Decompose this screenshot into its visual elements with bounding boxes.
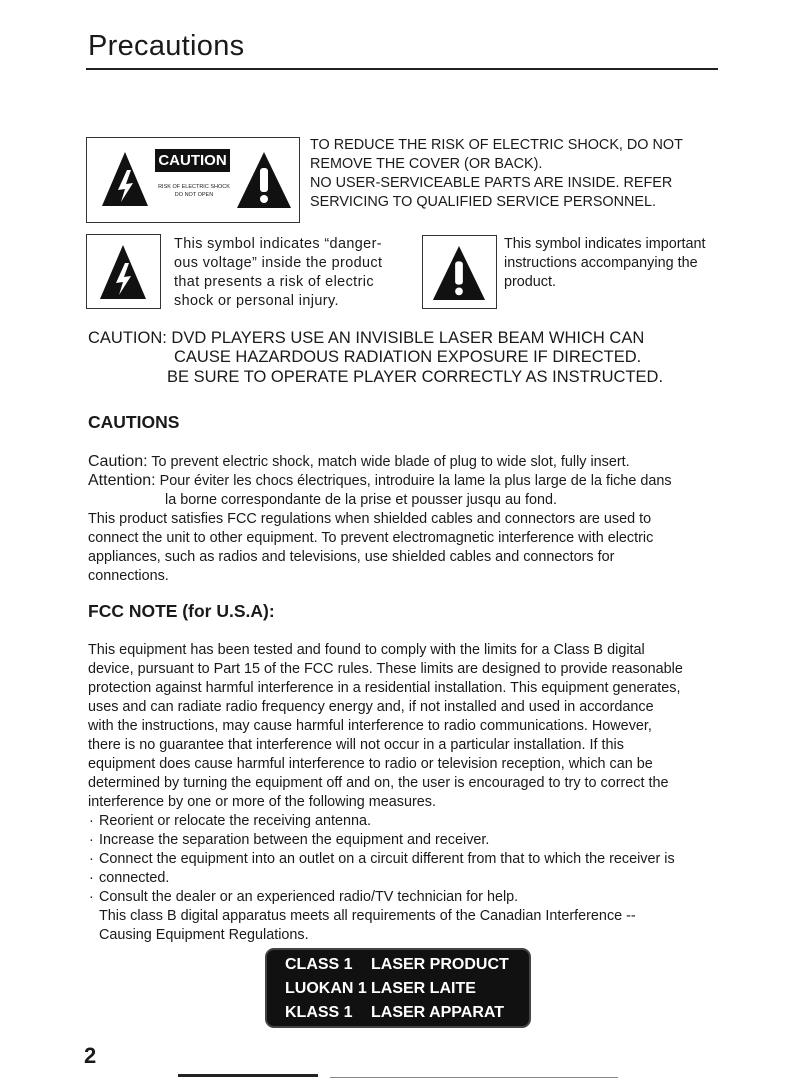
list-item: · Connect the equipment into an outlet on a circuit different from that to which the receiver is: [88, 850, 728, 869]
caution-sublabel-line2: DO NOT OPEN: [174, 192, 214, 198]
description-line: This symbol indicates important: [504, 236, 706, 252]
list-item-continuation: · connected.: [88, 869, 728, 888]
attention-lead: Attention:: [88, 472, 156, 489]
paragraph-line: interference by one or more of the following measures.: [88, 794, 436, 810]
description-line: ous voltage” inside the product: [174, 255, 383, 271]
laser-caution-line3: BE SURE TO OPERATE PLAYER CORRECTLY AS INSTRUCTED.: [167, 368, 664, 386]
paragraph-line: device, pursuant to Part 15 of the FCC rules. These limits are designed to provide reasonable: [88, 661, 683, 677]
laser-class: CLASS 1: [285, 956, 353, 973]
paragraph-line: equipment does cause harmful interference to radio or television reception, which can be: [88, 756, 653, 772]
page-title: Precautions: [88, 30, 245, 62]
exclamation-icon: [431, 244, 487, 302]
laser-class: LUOKAN 1: [285, 980, 367, 997]
laser-label-row: [285, 980, 476, 998]
fcc-note-paragraph: [88, 641, 728, 812]
footer-rule-thin: [330, 1077, 618, 1078]
lightning-symbol-description: [174, 235, 396, 311]
description-line: This symbol indicates “danger-: [174, 236, 382, 252]
caution-sublabel-line1: RISK OF ELECTRIC SHOCK: [158, 184, 230, 190]
footer-rule-thick: [178, 1074, 318, 1077]
paragraph-line: determined by turning the equipment off and on, the user is encouraged to try to correct the: [88, 775, 669, 791]
list-item: · Increase the separation between the equipment and receiver.: [88, 831, 728, 850]
list-item: · Reorient or relocate the receiving antenna.: [88, 812, 728, 831]
paragraph-line: This equipment has been tested and found to comply with the limits for a Class B digital: [88, 642, 645, 658]
exclamation-warning-icon: [235, 150, 293, 210]
caution-sublabel: [155, 183, 233, 199]
warning-text-line: NO USER-SERVICEABLE PARTS ARE INSIDE. REFER: [310, 175, 673, 191]
laser-caution-line1: CAUTION: DVD PLAYERS USE AN INVISIBLE LASER BEAM WHICH CAN: [88, 329, 645, 347]
paragraph-line: there is no guarantee that interference will not occur in a particular installation. If this: [88, 737, 624, 753]
paragraph-line: protection against harmful interference in a residential installation. This equipment generates,: [88, 680, 681, 696]
laser-label-row: [285, 956, 509, 974]
paragraph-line: with the instructions, may cause harmful interference to radio communications. However,: [88, 718, 652, 734]
exclamation-symbol-box: [422, 235, 497, 309]
lightning-icon: [95, 243, 151, 301]
warning-text-line: REMOVE THE COVER (OR BACK).: [310, 156, 543, 172]
lightning-warning-icon: [100, 150, 150, 208]
warning-text-line: TO REDUCE THE RISK OF ELECTRIC SHOCK, DO NOT: [310, 137, 683, 153]
laser-product-label: [265, 948, 531, 1028]
cautions-heading: CAUTIONS: [88, 412, 180, 432]
fcc-measures-list: [88, 812, 728, 907]
laser-class: KLASS 1: [285, 1004, 353, 1021]
caution-label: CAUTION: [155, 149, 230, 172]
exclamation-symbol-description: [504, 235, 724, 292]
description-line: product.: [504, 274, 556, 290]
warning-text-line: SERVICING TO QUALIFIED SERVICE PERSONNEL.: [310, 194, 657, 210]
paragraph-line: connections.: [88, 568, 169, 584]
attention-statement: [88, 471, 728, 491]
attention-text: Pour éviter les chocs électriques, introduire la lame la plus large de la fiche dans: [155, 473, 672, 489]
paragraph-line: appliances, such as radios and televisions, use shielded cables and connectors for: [88, 549, 615, 565]
list-item: · Consult the dealer or an experienced radio/TV technician for help.: [88, 888, 728, 907]
paragraph-line: This class B digital apparatus meets all requirements of the Canadian Interference --: [99, 908, 636, 924]
header-rule: [86, 68, 718, 70]
fcc-note-heading: FCC NOTE (for U.S.A):: [88, 601, 275, 621]
canadian-compliance-note: [99, 907, 719, 945]
caution-statement: [88, 452, 728, 472]
description-line: shock or personal injury.: [174, 293, 339, 309]
description-line: that presents a risk of electric: [174, 274, 374, 290]
warning-text: [310, 136, 683, 212]
paragraph-line: Causing Equipment Regulations.: [99, 927, 309, 943]
paragraph-line: connect the unit to other equipment. To prevent electromagnetic interference with electric: [88, 530, 654, 546]
laser-type: LASER LAITE: [371, 980, 476, 997]
page-number: 2: [84, 1043, 97, 1068]
paragraph-line: This product satisfies FCC regulations when shielded cables and connectors are used to: [88, 511, 652, 527]
lightning-symbol-box: [86, 234, 161, 309]
laser-type: LASER APPARAT: [371, 1004, 505, 1021]
caution-lead: Caution:: [88, 453, 148, 470]
attention-continuation: la borne correspondante de la prise et pousser jusqu au fond.: [165, 492, 558, 508]
fcc-shielding-paragraph: [88, 510, 728, 586]
laser-label-row: [285, 1004, 504, 1022]
paragraph-line: uses and can radiate radio frequency energy and, if not installed and used in accordance: [88, 699, 654, 715]
description-line: instructions accompanying the: [504, 255, 698, 271]
caution-text: To prevent electric shock, match wide blade of plug to wide slot, fully insert.: [147, 454, 630, 470]
laser-type: LASER PRODUCT: [371, 956, 509, 973]
laser-caution-line2: CAUSE HAZARDOUS RADIATION EXPOSURE IF DIRECTED.: [174, 348, 642, 366]
